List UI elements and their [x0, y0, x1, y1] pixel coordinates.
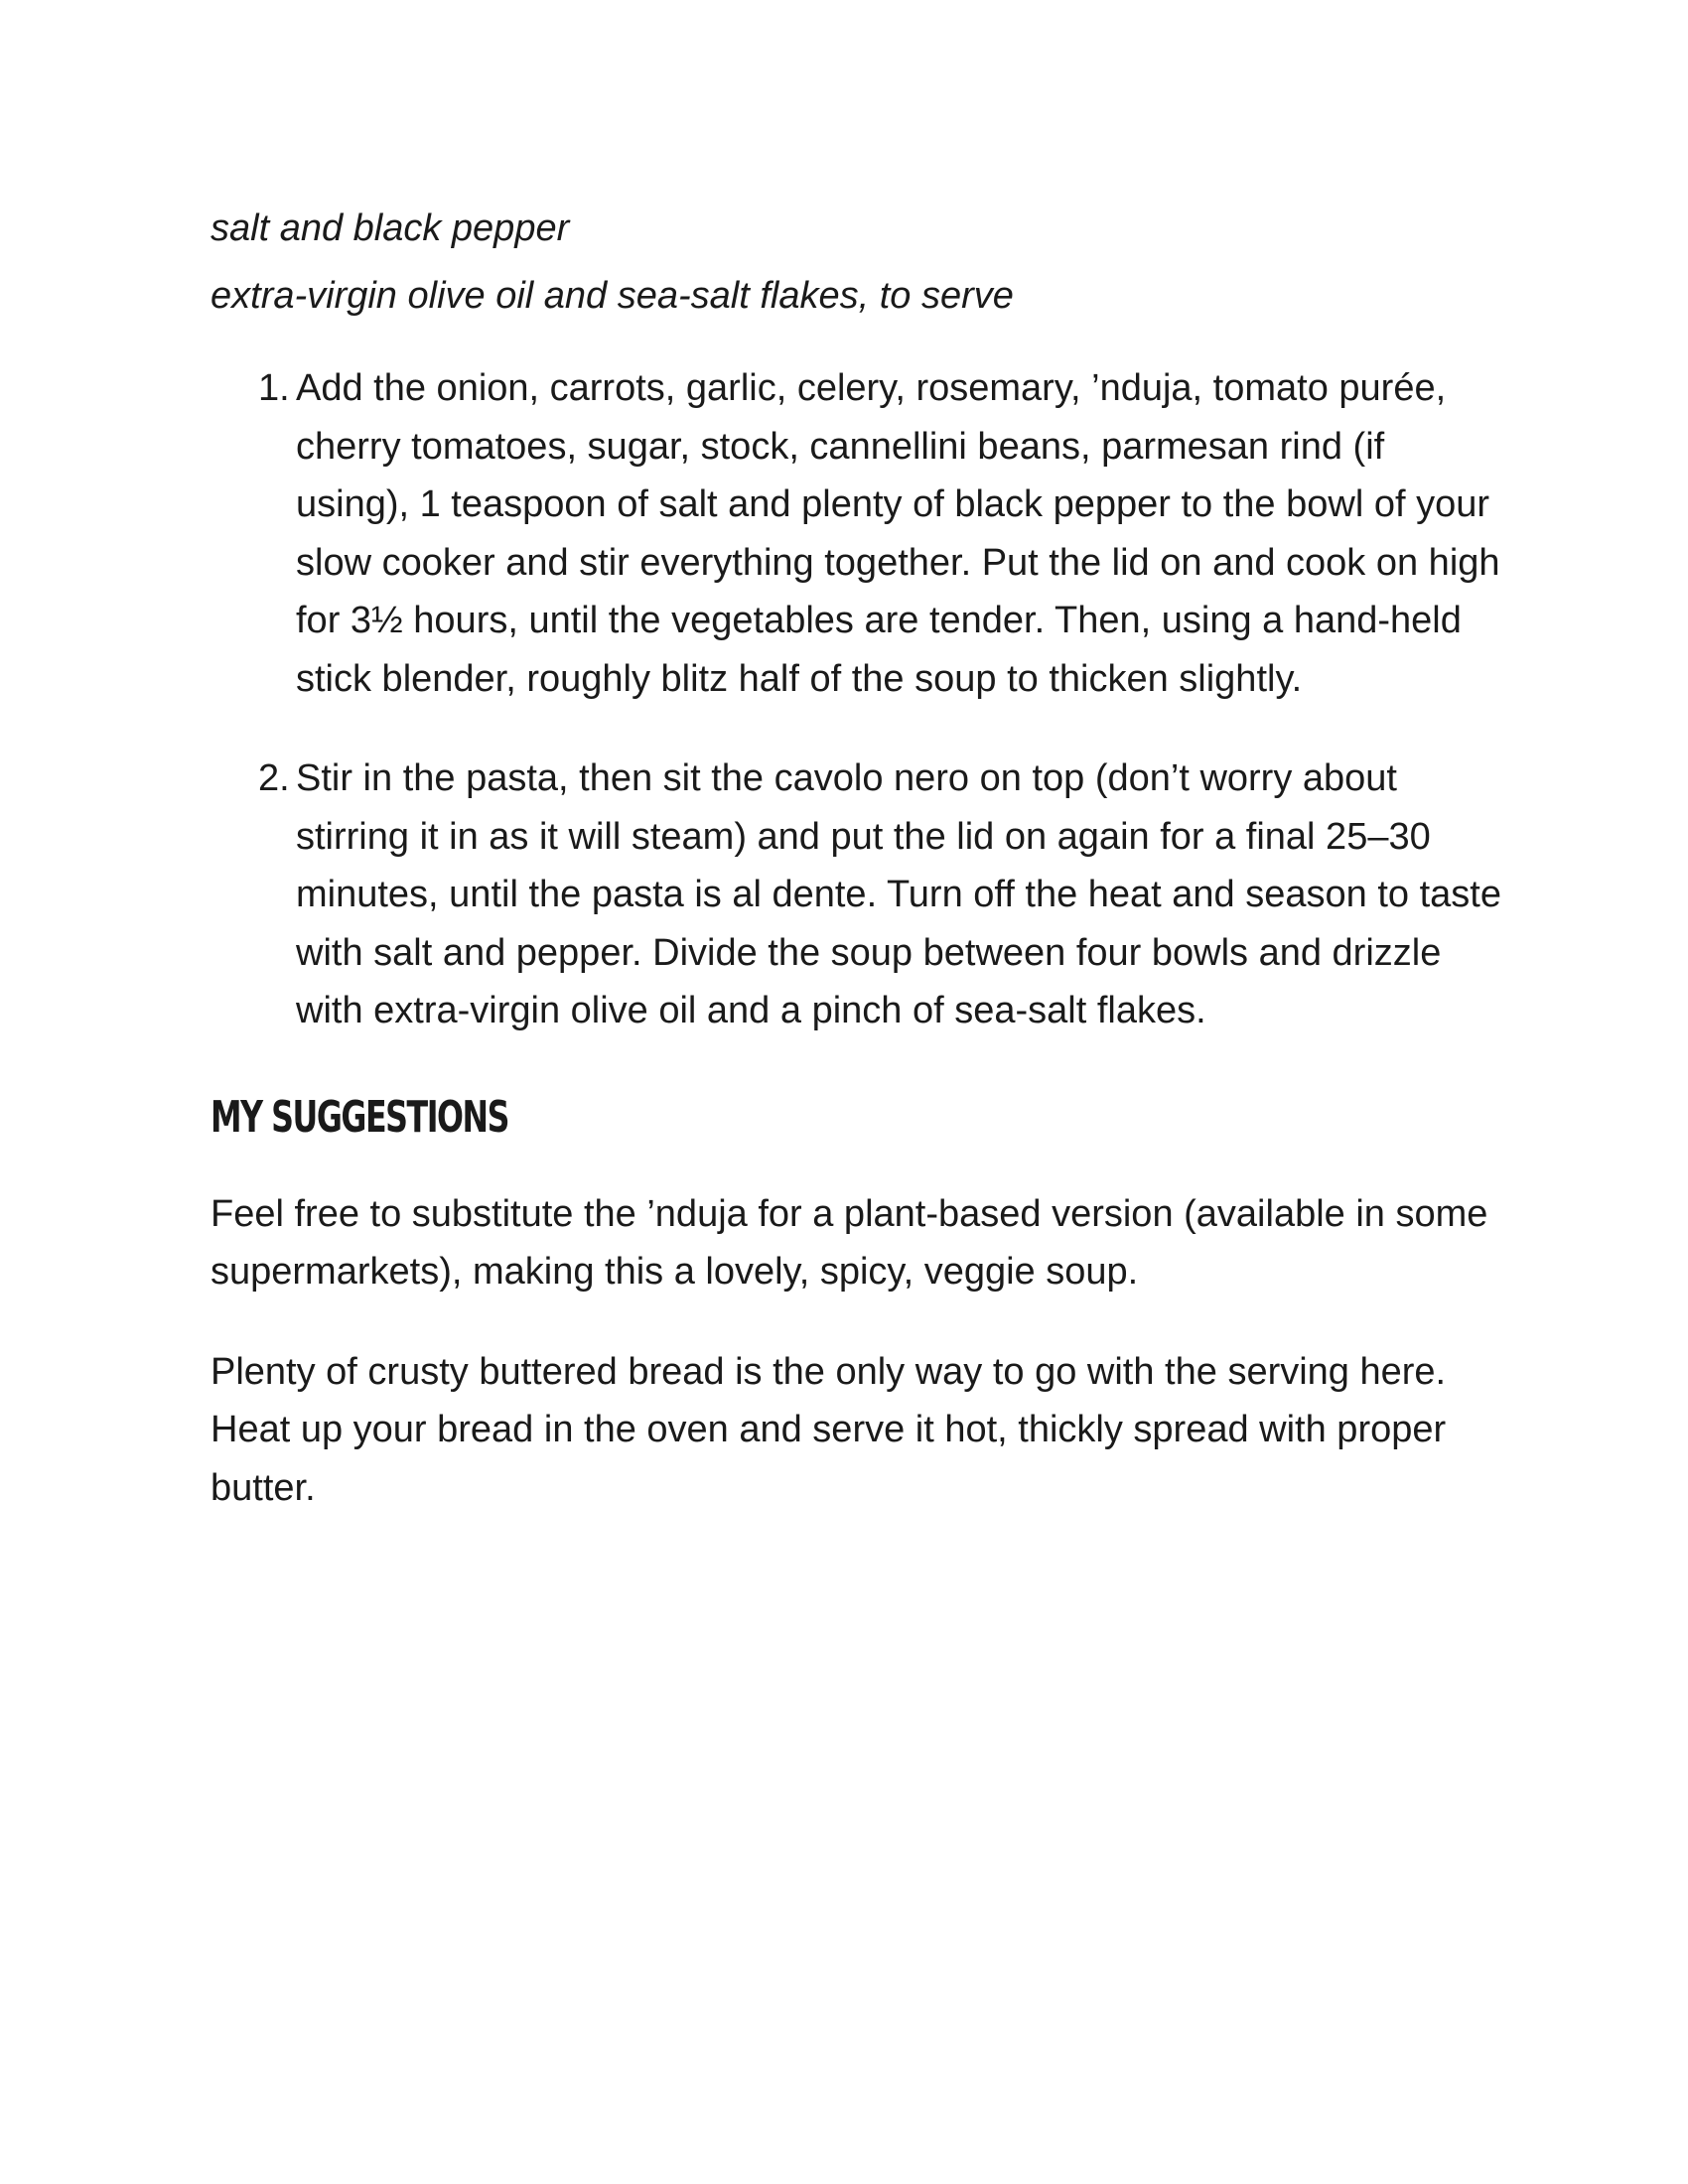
step-text: Add the onion, carrots, garlic, celery, rosemary, ’nduja, tomato purée, cherry tomatoes, sugar, stock, cannellini beans, parmesan rind (if using), 1 teaspoon of salt and plenty of black pepper to the bowl of your slow cooker and stir everything together. Put the lid on and cook on high for 3½ hours, until the vegetables are tender. Then, using a hand-held stick blender, roughly blitz half of the soup to thicken slightly.	[296, 367, 1500, 700]
recipe-page	[211, 195, 1501, 1559]
method-list	[211, 359, 1501, 1040]
suggestion-paragraph: Plenty of crusty buttered bread is the only way to go with the serving here. Heat up your bread in the oven and serve it hot, thickly spread with proper butter.	[211, 1350, 1447, 1509]
step-number: 1.	[258, 367, 290, 409]
step-text: Stir in the pasta, then sit the cavolo nero on top (don’t worry about stirring it in as it will steam) and put the lid on again for a final 25–30 minutes, until the pasta is al dente. Turn off the heat and season to taste with salt and pepper. Divide the soup between four bowls and drizzle with extra-virgin olive oil and a pinch of sea-salt flakes.	[296, 757, 1501, 1031]
suggestion-paragraph: Feel free to substitute the ’nduja for a plant-based version (available in some supermarkets), making this a lovely, spicy, veggie soup.	[211, 1192, 1488, 1293]
suggestions-heading: MY SUGGESTIONS	[211, 1091, 509, 1143]
method-step	[211, 750, 1501, 1040]
ingredient-line: extra-virgin olive oil and sea-salt flakes, to serve	[211, 275, 1014, 317]
method-step	[211, 359, 1501, 708]
step-number: 2.	[258, 757, 290, 799]
ingredient-line: salt and black pepper	[211, 207, 570, 249]
